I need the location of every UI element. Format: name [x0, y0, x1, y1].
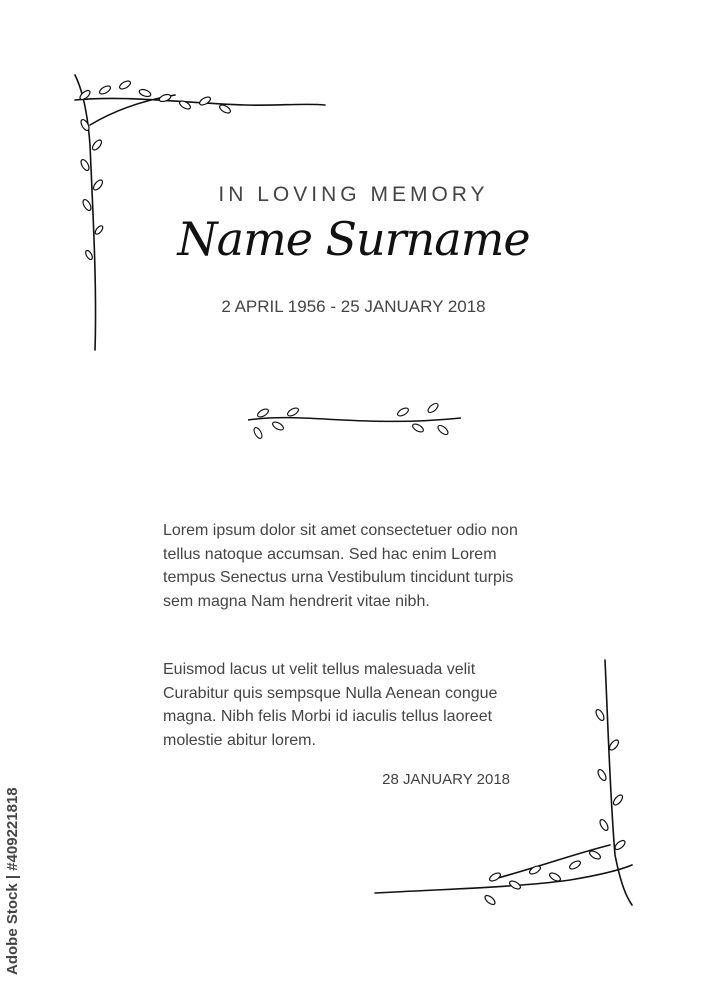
floral-divider-icon — [243, 398, 465, 448]
stock-watermark-id: Adobe Stock | #409221818 — [4, 787, 21, 975]
life-dates: 2 APRIL 1956 - 25 JANUARY 2018 — [221, 297, 486, 316]
deceased-name: Name Surname — [177, 212, 530, 266]
in-loving-memory-heading: IN LOVING MEMORY — [218, 183, 489, 206]
body-paragraph-2: Euismod lacus ut velit tellus malesuada velit Curabitur quis sempsque Nulla Aenean congue magna. Nibh felis Morbi id iaculis tellus laoreet molestie abitur lorem. — [163, 661, 498, 749]
signature-date: 28 JANUARY 2018 — [382, 771, 510, 788]
body-paragraph-1: Lorem ipsum dolor sit amet consectetuer odio non tellus natoque accumsan. Sed hac enim Lorem tempus Senectus urna Vestibulum tincidunt turpis sem magna Nam hendrerit vitae nibh. — [163, 522, 518, 610]
